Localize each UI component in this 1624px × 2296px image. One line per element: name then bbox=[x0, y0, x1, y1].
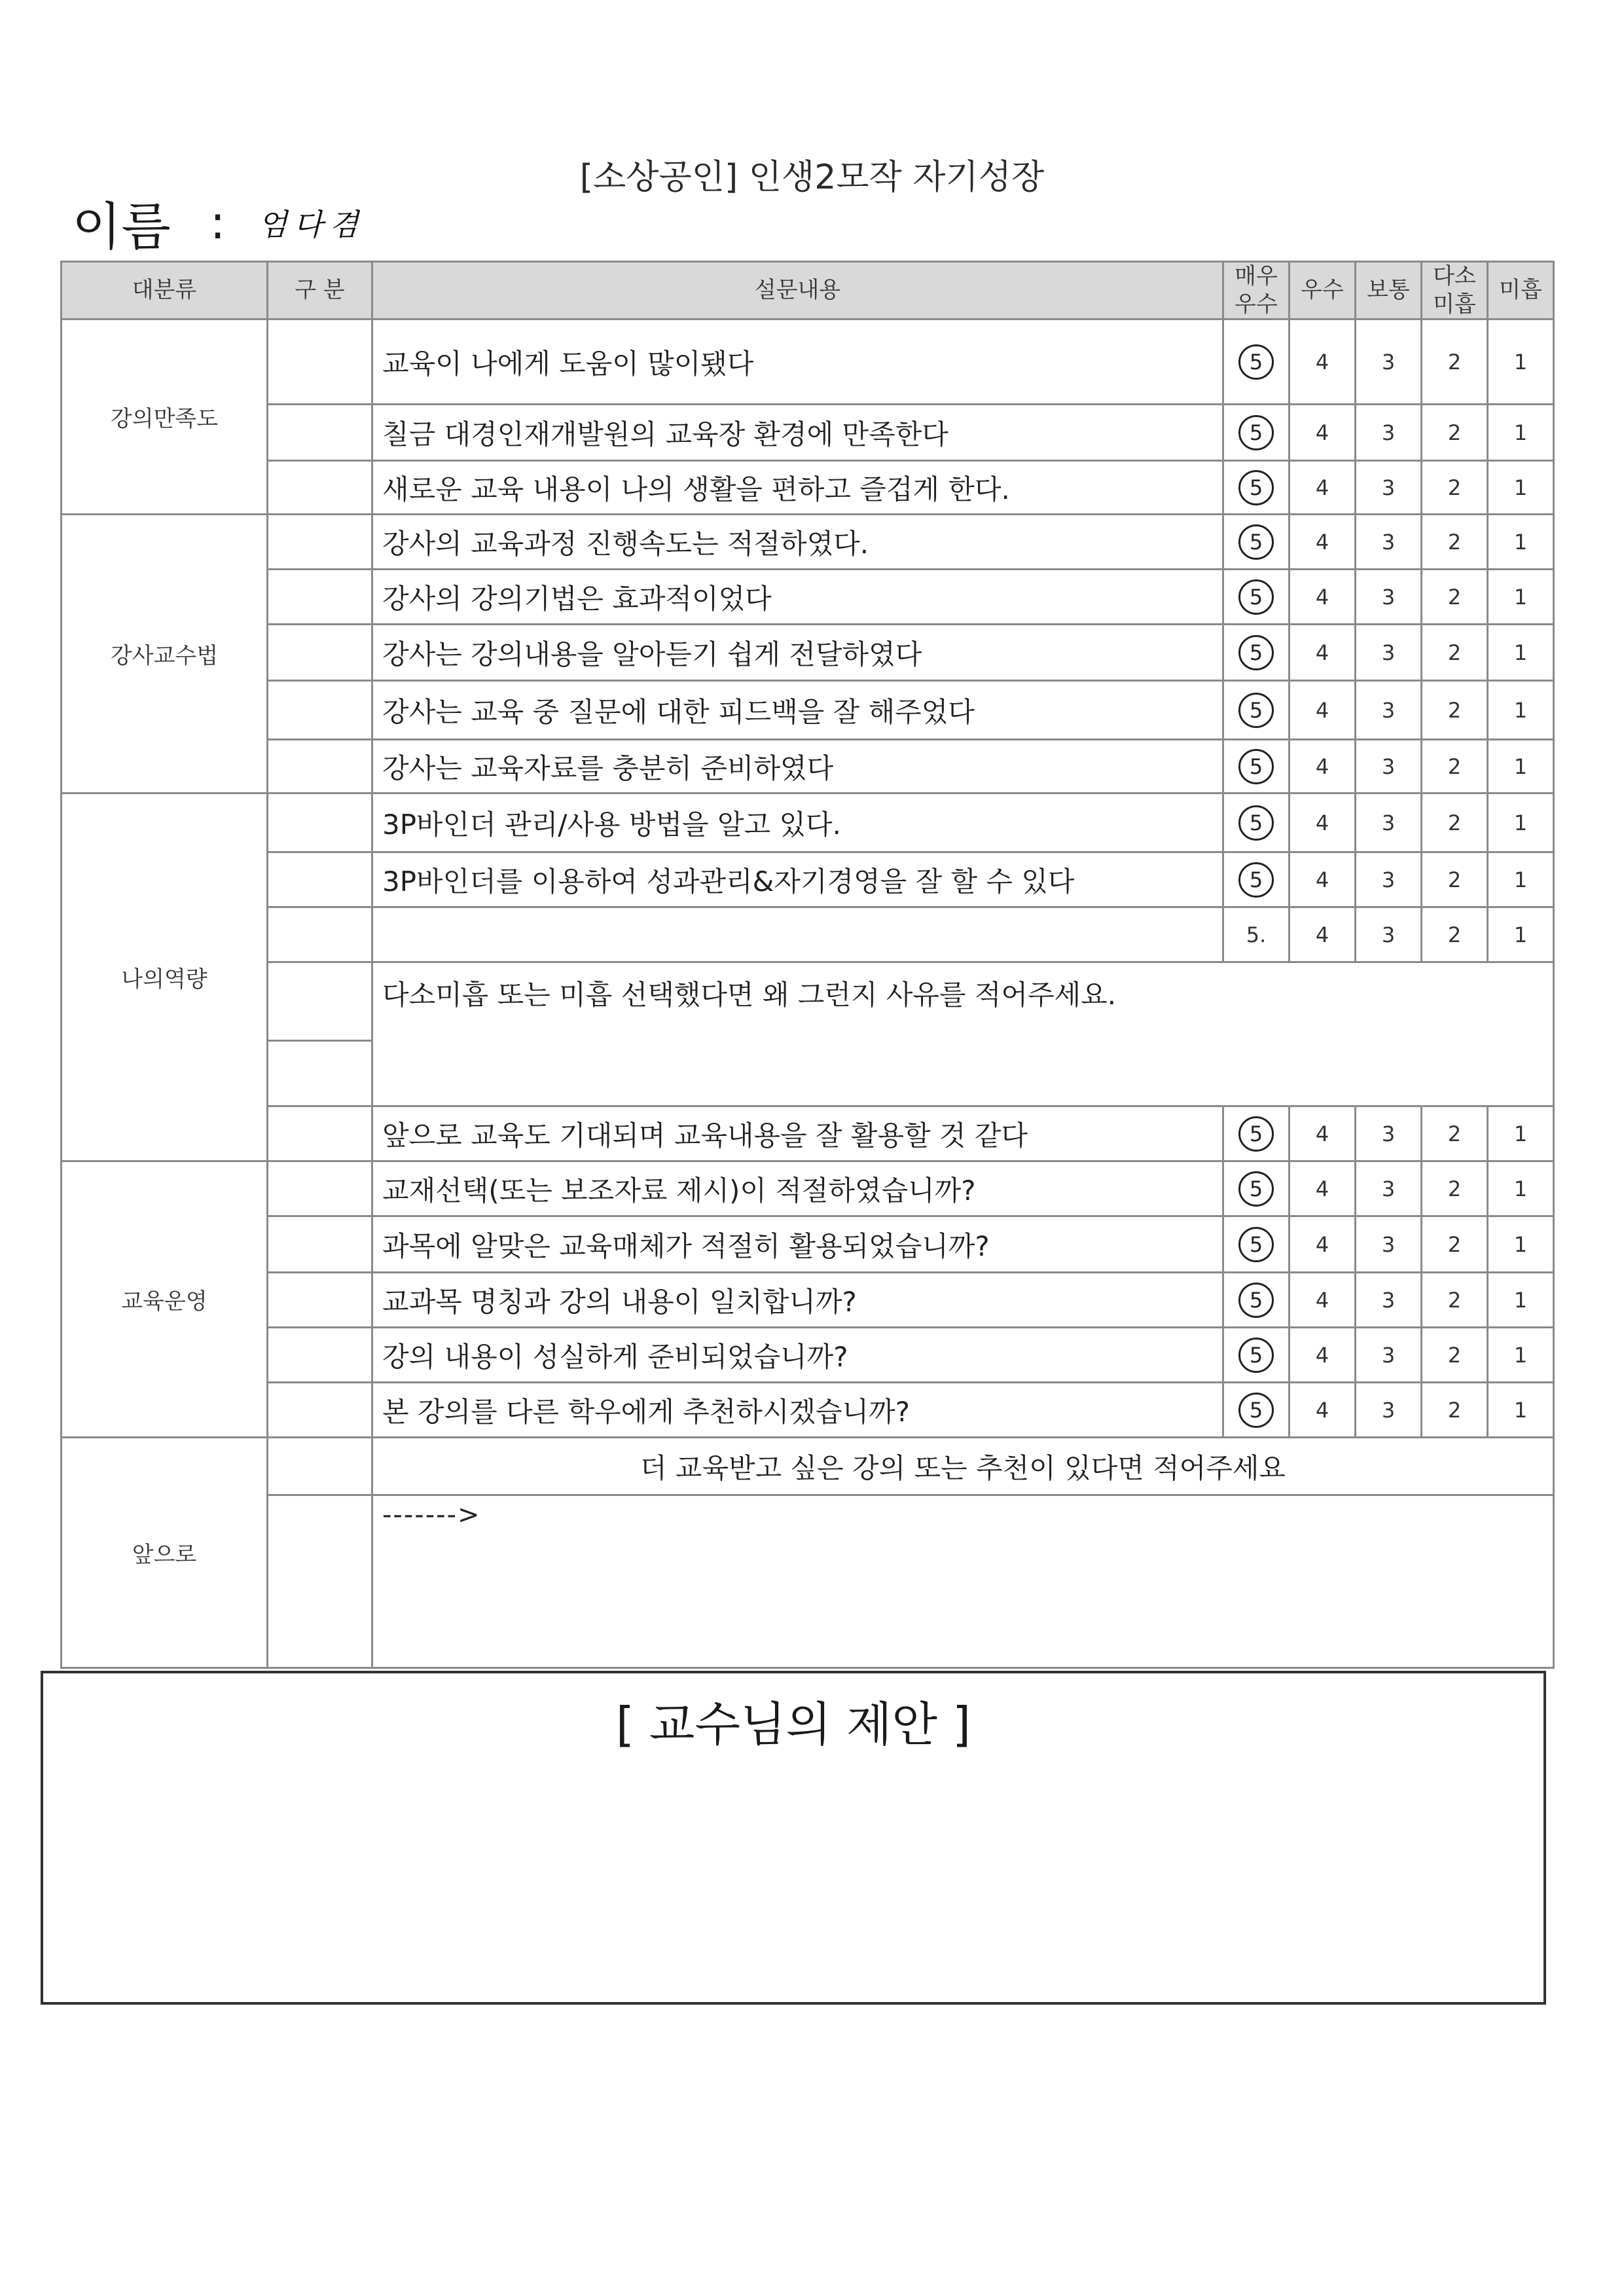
score-5[interactable] bbox=[1223, 319, 1290, 405]
score-5[interactable] bbox=[1223, 461, 1290, 515]
score-4[interactable]: 4 bbox=[1290, 852, 1356, 907]
score-5[interactable] bbox=[1223, 681, 1290, 740]
future-answer: -------> bbox=[382, 1500, 481, 1530]
division-cell bbox=[268, 1041, 372, 1106]
score-5[interactable] bbox=[1223, 515, 1290, 570]
score-1[interactable]: 1 bbox=[1488, 461, 1554, 515]
score-2[interactable]: 2 bbox=[1422, 681, 1488, 740]
header-row bbox=[62, 262, 1554, 319]
score-4[interactable]: 4 bbox=[1290, 625, 1356, 681]
selected-circle: 5 bbox=[1238, 693, 1274, 728]
question-text bbox=[372, 907, 1223, 962]
score-3[interactable]: 3 bbox=[1356, 570, 1422, 625]
table-row bbox=[62, 1383, 1554, 1438]
score-1[interactable]: 1 bbox=[1488, 1328, 1554, 1383]
question-text: 강사는 교육자료를 충분히 준비하였다 bbox=[372, 740, 1223, 793]
score-4[interactable]: 4 bbox=[1290, 461, 1356, 515]
question-text: 새로운 교육 내용이 나의 생활을 편하고 즐겁게 한다. bbox=[372, 461, 1223, 515]
header-category: 대분류 bbox=[62, 262, 268, 319]
score-5[interactable] bbox=[1223, 570, 1290, 625]
division-cell bbox=[268, 907, 372, 962]
score-2[interactable]: 2 bbox=[1422, 461, 1488, 515]
selected-circle: 5 bbox=[1238, 1283, 1274, 1318]
reason-note-text: 다소미흡 또는 미흡 선택했다면 왜 그런지 사유를 적어주세요. bbox=[382, 979, 1117, 1011]
score-1[interactable]: 1 bbox=[1488, 907, 1554, 962]
division-cell bbox=[268, 515, 372, 570]
table-row bbox=[62, 1216, 1554, 1273]
question-text: 강의 내용이 성실하게 준비되었습니까? bbox=[372, 1328, 1223, 1383]
score-2[interactable]: 2 bbox=[1422, 570, 1488, 625]
score-2[interactable]: 2 bbox=[1422, 515, 1488, 570]
score-1[interactable]: 1 bbox=[1488, 852, 1554, 907]
score-2[interactable]: 2 bbox=[1422, 625, 1488, 681]
score-3[interactable]: 3 bbox=[1356, 740, 1422, 793]
score-5[interactable] bbox=[1223, 405, 1290, 461]
table-row bbox=[62, 1328, 1554, 1383]
score-3[interactable]: 3 bbox=[1356, 1216, 1422, 1273]
division-cell bbox=[268, 570, 372, 625]
division-cell bbox=[268, 793, 372, 852]
form-title: [소상공인] 인생2모작 자기성장 bbox=[579, 158, 1045, 197]
table-row bbox=[62, 1438, 1554, 1495]
score-4[interactable]: 4 bbox=[1290, 515, 1356, 570]
score-3[interactable]: 3 bbox=[1356, 793, 1422, 852]
score-1[interactable]: 1 bbox=[1488, 625, 1554, 681]
question-text: 과목에 알맞은 교육매체가 적절히 활용되었습니까? bbox=[372, 1216, 1223, 1273]
header-somewhat-line1: 다소 bbox=[1433, 263, 1476, 289]
question-text: 교육이 나에게 도움이 많이됐다 bbox=[372, 319, 1223, 405]
selected-circle: 5 bbox=[1238, 470, 1274, 505]
selected-circle: 5 bbox=[1238, 415, 1274, 450]
division-cell bbox=[268, 740, 372, 793]
question-text: 교재선택(또는 보조자료 제시)이 적절하였습니까? bbox=[372, 1161, 1223, 1216]
header-division: 구 분 bbox=[268, 262, 372, 319]
header-good: 우수 bbox=[1290, 262, 1356, 319]
division-cell bbox=[268, 1495, 372, 1668]
score-4[interactable]: 4 bbox=[1290, 681, 1356, 740]
score-5[interactable]: 5. bbox=[1223, 907, 1290, 962]
score-1[interactable]: 1 bbox=[1488, 1106, 1554, 1161]
question-text: 강사는 강의내용을 알아듣기 쉽게 전달하였다 bbox=[372, 625, 1223, 681]
score-3[interactable]: 3 bbox=[1356, 852, 1422, 907]
score-4[interactable]: 4 bbox=[1290, 1328, 1356, 1383]
score-2[interactable]: 2 bbox=[1422, 1273, 1488, 1328]
score-1[interactable]: 1 bbox=[1488, 681, 1554, 740]
selected-circle: 5 bbox=[1238, 1227, 1274, 1262]
professor-suggestion-box[interactable] bbox=[41, 1671, 1546, 2005]
division-cell bbox=[268, 1438, 372, 1495]
score-4[interactable]: 4 bbox=[1290, 907, 1356, 962]
score-3[interactable]: 3 bbox=[1356, 461, 1422, 515]
division-cell bbox=[268, 962, 372, 1041]
table-row bbox=[62, 625, 1554, 681]
score-2[interactable]: 2 bbox=[1422, 1383, 1488, 1438]
selected-circle: 5 bbox=[1238, 344, 1274, 380]
score-5[interactable] bbox=[1223, 1328, 1290, 1383]
selected-circle: 5 bbox=[1238, 749, 1274, 784]
header-poor: 미흡 bbox=[1488, 262, 1554, 319]
reason-note[interactable] bbox=[372, 962, 1554, 1106]
score-3[interactable]: 3 bbox=[1356, 1383, 1422, 1438]
score-5[interactable] bbox=[1223, 852, 1290, 907]
score-2[interactable]: 2 bbox=[1422, 405, 1488, 461]
score-1[interactable]: 1 bbox=[1488, 570, 1554, 625]
division-cell bbox=[268, 1161, 372, 1216]
score-3[interactable]: 3 bbox=[1356, 1273, 1422, 1328]
table-row bbox=[62, 1106, 1554, 1161]
header-very-good-line2: 우수 bbox=[1235, 291, 1278, 318]
table-row bbox=[62, 681, 1554, 740]
future-answer-field[interactable] bbox=[372, 1495, 1554, 1668]
header-very-good bbox=[1223, 262, 1290, 319]
score-4[interactable]: 4 bbox=[1290, 405, 1356, 461]
score-2[interactable]: 2 bbox=[1422, 852, 1488, 907]
question-text: 본 강의를 다른 학우에게 추천하시겠습니까? bbox=[372, 1383, 1223, 1438]
score-2[interactable]: 2 bbox=[1422, 319, 1488, 405]
division-cell bbox=[268, 1273, 372, 1328]
name-label: 이름 bbox=[72, 198, 171, 257]
question-text: 강사는 교육 중 질문에 대한 피드백을 잘 해주었다 bbox=[372, 681, 1223, 740]
score-2[interactable]: 2 bbox=[1422, 1161, 1488, 1216]
score-1[interactable]: 1 bbox=[1488, 793, 1554, 852]
division-cell bbox=[268, 1106, 372, 1161]
survey-table bbox=[60, 261, 1555, 1669]
future-prompt: 더 교육받고 싶은 강의 또는 추천이 있다면 적어주세요 bbox=[372, 1438, 1554, 1495]
selected-circle: 5 bbox=[1238, 1338, 1274, 1373]
score-2[interactable]: 2 bbox=[1422, 1328, 1488, 1383]
category-my-competency: 나의역량 bbox=[62, 793, 268, 1161]
question-text: 3P바인더 관리/사용 방법을 알고 있다. bbox=[372, 793, 1223, 852]
category-future: 앞으로 bbox=[62, 1438, 268, 1668]
score-5[interactable] bbox=[1223, 1216, 1290, 1273]
division-cell bbox=[268, 681, 372, 740]
division-cell bbox=[268, 461, 372, 515]
table-row bbox=[62, 461, 1554, 515]
name-colon: : bbox=[209, 196, 226, 249]
score-4[interactable]: 4 bbox=[1290, 1273, 1356, 1328]
score-4[interactable]: 4 bbox=[1290, 740, 1356, 793]
score-5[interactable] bbox=[1223, 1106, 1290, 1161]
table-row bbox=[62, 1273, 1554, 1328]
score-5[interactable] bbox=[1223, 740, 1290, 793]
score-3[interactable]: 3 bbox=[1356, 1106, 1422, 1161]
score-5[interactable] bbox=[1223, 625, 1290, 681]
score-2[interactable]: 2 bbox=[1422, 793, 1488, 852]
header-normal: 보통 bbox=[1356, 262, 1422, 319]
header-content: 설문내용 bbox=[372, 262, 1223, 319]
table-row bbox=[62, 515, 1554, 570]
division-cell bbox=[268, 625, 372, 681]
score-4[interactable]: 4 bbox=[1290, 570, 1356, 625]
table-row bbox=[62, 740, 1554, 793]
name-value[interactable]: 엄다겸 bbox=[258, 207, 365, 242]
score-4[interactable]: 4 bbox=[1290, 1161, 1356, 1216]
score-5[interactable] bbox=[1223, 1383, 1290, 1438]
selected-circle: 5 bbox=[1238, 524, 1274, 560]
score-3[interactable]: 3 bbox=[1356, 681, 1422, 740]
category-lecture-satisfaction: 강의만족도 bbox=[62, 319, 268, 515]
selected-circle: 5 bbox=[1238, 1171, 1274, 1207]
score-1[interactable]: 1 bbox=[1488, 319, 1554, 405]
selected-circle: 5 bbox=[1238, 805, 1274, 841]
category-instructor-method: 강사교수법 bbox=[62, 515, 268, 793]
table-row bbox=[62, 319, 1554, 405]
category-education-operation: 교육운영 bbox=[62, 1161, 268, 1438]
score-5[interactable] bbox=[1223, 1273, 1290, 1328]
score-1[interactable]: 1 bbox=[1488, 1161, 1554, 1216]
professor-suggestion-title: [ 교수님의 제안 ] bbox=[615, 1697, 971, 1752]
score-2[interactable]: 2 bbox=[1422, 1106, 1488, 1161]
question-text: 교과목 명칭과 강의 내용이 일치합니까? bbox=[372, 1273, 1223, 1328]
question-text: 칠금 대경인재개발원의 교육장 환경에 만족한다 bbox=[372, 405, 1223, 461]
division-cell bbox=[268, 319, 372, 405]
table-row bbox=[62, 570, 1554, 625]
score-3[interactable]: 3 bbox=[1356, 1161, 1422, 1216]
score-2[interactable]: 2 bbox=[1422, 1216, 1488, 1273]
selected-circle: 5 bbox=[1238, 1393, 1274, 1428]
selected-circle: 5 bbox=[1238, 579, 1274, 615]
score-3[interactable]: 3 bbox=[1356, 319, 1422, 405]
question-text: 3P바인더를 이용하여 성과관리&자기경영을 잘 할 수 있다 bbox=[372, 852, 1223, 907]
selected-circle: 5 bbox=[1238, 635, 1274, 670]
division-cell bbox=[268, 1328, 372, 1383]
score-1[interactable]: 1 bbox=[1488, 740, 1554, 793]
score-2[interactable]: 2 bbox=[1422, 740, 1488, 793]
score-5[interactable] bbox=[1223, 1161, 1290, 1216]
score-1[interactable]: 1 bbox=[1488, 405, 1554, 461]
score-4[interactable]: 4 bbox=[1290, 1383, 1356, 1438]
score-4[interactable]: 4 bbox=[1290, 1106, 1356, 1161]
score-2[interactable]: 2 bbox=[1422, 907, 1488, 962]
table-row bbox=[62, 907, 1554, 962]
score-3[interactable]: 3 bbox=[1356, 1328, 1422, 1383]
table-row bbox=[62, 1161, 1554, 1216]
header-very-good-line1: 매우 bbox=[1235, 263, 1278, 289]
score-4[interactable]: 4 bbox=[1290, 793, 1356, 852]
score-4[interactable]: 4 bbox=[1290, 1216, 1356, 1273]
score-3[interactable]: 3 bbox=[1356, 625, 1422, 681]
score-1[interactable]: 1 bbox=[1488, 1383, 1554, 1438]
score-3[interactable]: 3 bbox=[1356, 515, 1422, 570]
name-row bbox=[72, 190, 365, 255]
score-4[interactable]: 4 bbox=[1290, 319, 1356, 405]
question-text: 강사의 교육과정 진행속도는 적절하였다. bbox=[372, 515, 1223, 570]
score-1[interactable]: 1 bbox=[1488, 1216, 1554, 1273]
division-cell bbox=[268, 1216, 372, 1273]
division-cell bbox=[268, 1383, 372, 1438]
header-somewhat-line2: 미흡 bbox=[1433, 291, 1476, 318]
table-row bbox=[62, 852, 1554, 907]
score-1[interactable]: 1 bbox=[1488, 1273, 1554, 1328]
table-row bbox=[62, 405, 1554, 461]
score-3[interactable]: 3 bbox=[1356, 907, 1422, 962]
score-1[interactable]: 1 bbox=[1488, 515, 1554, 570]
table-row bbox=[62, 1495, 1554, 1668]
header-somewhat-poor bbox=[1422, 262, 1488, 319]
selected-circle: 5 bbox=[1238, 1116, 1274, 1152]
question-text: 강사의 강의기법은 효과적이었다 bbox=[372, 570, 1223, 625]
division-cell bbox=[268, 405, 372, 461]
selected-circle: 5 bbox=[1238, 862, 1274, 898]
score-3[interactable]: 3 bbox=[1356, 405, 1422, 461]
table-row bbox=[62, 793, 1554, 852]
division-cell bbox=[268, 852, 372, 907]
score-5[interactable] bbox=[1223, 793, 1290, 852]
question-text: 앞으로 교육도 기대되며 교육내용을 잘 활용할 것 같다 bbox=[372, 1106, 1223, 1161]
table-row bbox=[62, 962, 1554, 1041]
